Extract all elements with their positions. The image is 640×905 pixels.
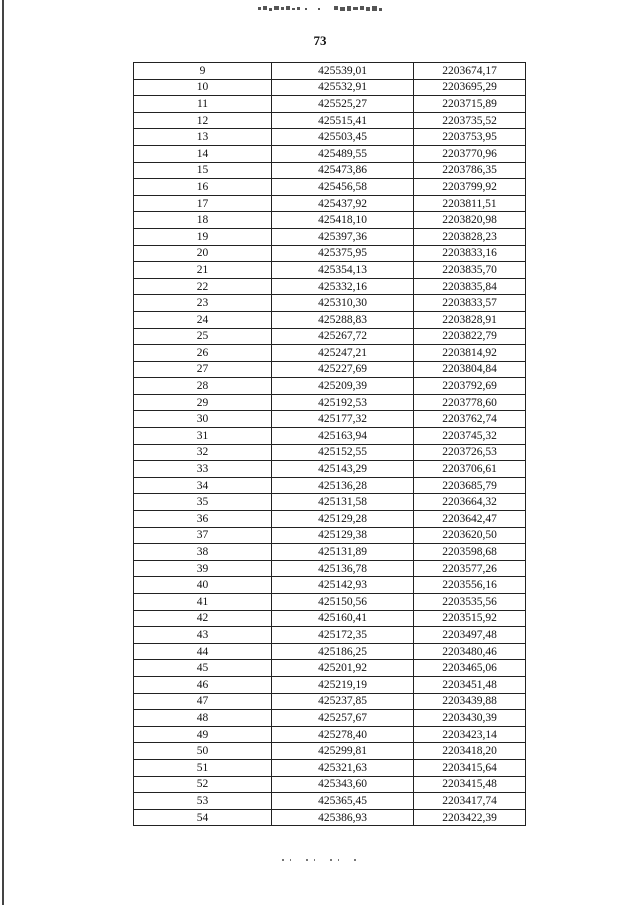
x-coordinate-cell: 425332,16 [272, 278, 414, 295]
table-row [134, 511, 526, 528]
table-row [134, 79, 526, 96]
table-row [134, 577, 526, 594]
point-number-cell: 51 [134, 759, 272, 776]
x-coordinate-cell: 425437,92 [272, 195, 414, 212]
x-coordinate-cell: 425503,45 [272, 129, 414, 146]
point-number-cell: 44 [134, 643, 272, 660]
point-number-cell: 12 [134, 112, 272, 129]
y-coordinate-cell: 2203811,51 [414, 195, 526, 212]
page-number: 73 [313, 33, 327, 48]
point-number-cell: 42 [134, 610, 272, 627]
x-coordinate-cell: 425131,89 [272, 544, 414, 561]
y-coordinate-cell: 2203770,96 [414, 145, 526, 162]
x-coordinate-cell: 425489,55 [272, 145, 414, 162]
y-coordinate-cell: 2203735,52 [414, 112, 526, 129]
table-row [134, 544, 526, 561]
point-number-cell: 46 [134, 676, 272, 693]
x-coordinate-cell: 425354,13 [272, 262, 414, 279]
x-coordinate-cell: 425375,95 [272, 245, 414, 262]
y-coordinate-cell: 2203753,95 [414, 129, 526, 146]
x-coordinate-cell: 425129,38 [272, 527, 414, 544]
x-coordinate-cell: 425278,40 [272, 726, 414, 743]
point-number-cell: 40 [134, 577, 272, 594]
x-coordinate-cell: 425456,58 [272, 179, 414, 196]
y-coordinate-cell: 2203745,32 [414, 428, 526, 445]
point-number-cell: 20 [134, 245, 272, 262]
y-coordinate-cell: 2203828,23 [414, 228, 526, 245]
table-row [134, 96, 526, 113]
point-number-cell: 17 [134, 195, 272, 212]
y-coordinate-cell: 2203642,47 [414, 511, 526, 528]
point-number-cell: 52 [134, 776, 272, 793]
y-coordinate-cell: 2203451,48 [414, 676, 526, 693]
point-number-cell: 43 [134, 627, 272, 644]
point-number-cell: 25 [134, 328, 272, 345]
y-coordinate-cell: 2203814,92 [414, 345, 526, 362]
table-row [134, 378, 526, 395]
point-number-cell: 21 [134, 262, 272, 279]
table-row [134, 693, 526, 710]
x-coordinate-cell: 425525,27 [272, 96, 414, 113]
y-coordinate-cell: 2203706,61 [414, 461, 526, 478]
x-coordinate-cell: 425186,25 [272, 643, 414, 660]
y-coordinate-cell: 2203778,60 [414, 394, 526, 411]
table-row [134, 228, 526, 245]
x-coordinate-cell: 425227,69 [272, 361, 414, 378]
left-margin-rule [2, 0, 4, 905]
y-coordinate-cell: 2203415,48 [414, 776, 526, 793]
table-row [134, 179, 526, 196]
table-row [134, 809, 526, 826]
table-row [134, 726, 526, 743]
table-row [134, 676, 526, 693]
y-coordinate-cell: 2203762,74 [414, 411, 526, 428]
point-number-cell: 24 [134, 311, 272, 328]
point-number-cell: 28 [134, 378, 272, 395]
table-row [134, 643, 526, 660]
table-row [134, 145, 526, 162]
x-coordinate-cell: 425136,28 [272, 477, 414, 494]
point-number-cell: 31 [134, 428, 272, 445]
table-row [134, 262, 526, 279]
x-coordinate-cell: 425136,78 [272, 560, 414, 577]
y-coordinate-cell: 2203515,92 [414, 610, 526, 627]
x-coordinate-cell: 425129,28 [272, 511, 414, 528]
y-coordinate-cell: 2203820,98 [414, 212, 526, 229]
x-coordinate-cell: 425150,56 [272, 594, 414, 611]
table-row [134, 394, 526, 411]
point-number-cell: 49 [134, 726, 272, 743]
y-coordinate-cell: 2203598,68 [414, 544, 526, 561]
x-coordinate-cell: 425386,93 [272, 809, 414, 826]
point-number-cell: 37 [134, 527, 272, 544]
x-coordinate-cell: 425152,55 [272, 444, 414, 461]
point-number-cell: 30 [134, 411, 272, 428]
table-row [134, 311, 526, 328]
x-coordinate-cell: 425299,81 [272, 743, 414, 760]
x-coordinate-cell: 425267,72 [272, 328, 414, 345]
y-coordinate-cell: 2203685,79 [414, 477, 526, 494]
y-coordinate-cell: 2203535,56 [414, 594, 526, 611]
y-coordinate-cell: 2203786,35 [414, 162, 526, 179]
x-coordinate-cell: 425201,92 [272, 660, 414, 677]
point-number-cell: 53 [134, 793, 272, 810]
table-row [134, 411, 526, 428]
x-coordinate-cell: 425219,19 [272, 676, 414, 693]
point-number-cell: 29 [134, 394, 272, 411]
y-coordinate-cell: 2203577,26 [414, 560, 526, 577]
point-number-cell: 33 [134, 461, 272, 478]
table-row [134, 444, 526, 461]
x-coordinate-cell: 425131,58 [272, 494, 414, 511]
x-coordinate-cell: 425532,91 [272, 79, 414, 96]
x-coordinate-cell: 425539,01 [272, 63, 414, 80]
point-number-cell: 19 [134, 228, 272, 245]
x-coordinate-cell: 425321,63 [272, 759, 414, 776]
y-coordinate-cell: 2203417,74 [414, 793, 526, 810]
y-coordinate-cell: 2203422,39 [414, 809, 526, 826]
x-coordinate-cell: 425172,35 [272, 627, 414, 644]
y-coordinate-cell: 2203674,17 [414, 63, 526, 80]
x-coordinate-cell: 425365,45 [272, 793, 414, 810]
x-coordinate-cell: 425473,86 [272, 162, 414, 179]
x-coordinate-cell: 425237,85 [272, 693, 414, 710]
table-row [134, 461, 526, 478]
x-coordinate-cell: 425397,36 [272, 228, 414, 245]
point-number-cell: 38 [134, 544, 272, 561]
table-row [134, 328, 526, 345]
point-number-cell: 45 [134, 660, 272, 677]
table-row [134, 560, 526, 577]
x-coordinate-cell: 425288,83 [272, 311, 414, 328]
table-row [134, 162, 526, 179]
y-coordinate-cell: 2203695,29 [414, 79, 526, 96]
y-coordinate-cell: 2203833,57 [414, 295, 526, 312]
y-coordinate-cell: 2203418,20 [414, 743, 526, 760]
table-row [134, 793, 526, 810]
point-number-cell: 27 [134, 361, 272, 378]
table-row [134, 112, 526, 129]
y-coordinate-cell: 2203822,79 [414, 328, 526, 345]
coordinates-table-body [134, 63, 526, 826]
point-number-cell: 54 [134, 809, 272, 826]
y-coordinate-cell: 2203480,46 [414, 643, 526, 660]
y-coordinate-cell: 2203439,88 [414, 693, 526, 710]
table-row [134, 660, 526, 677]
point-number-cell: 13 [134, 129, 272, 146]
y-coordinate-cell: 2203715,89 [414, 96, 526, 113]
x-coordinate-cell: 425343,60 [272, 776, 414, 793]
point-number-cell: 47 [134, 693, 272, 710]
table-row [134, 527, 526, 544]
table-row [134, 759, 526, 776]
point-number-cell: 36 [134, 511, 272, 528]
table-row [134, 129, 526, 146]
table-row [134, 610, 526, 627]
x-coordinate-cell: 425177,32 [272, 411, 414, 428]
point-number-cell: 15 [134, 162, 272, 179]
table-row [134, 627, 526, 644]
y-coordinate-cell: 2203497,48 [414, 627, 526, 644]
x-coordinate-cell: 425515,41 [272, 112, 414, 129]
y-coordinate-cell: 2203835,84 [414, 278, 526, 295]
table-row [134, 710, 526, 727]
point-number-cell: 32 [134, 444, 272, 461]
table-row [134, 361, 526, 378]
y-coordinate-cell: 2203828,91 [414, 311, 526, 328]
x-coordinate-cell: 425160,41 [272, 610, 414, 627]
y-coordinate-cell: 2203415,64 [414, 759, 526, 776]
x-coordinate-cell: 425247,21 [272, 345, 414, 362]
y-coordinate-cell: 2203556,16 [414, 577, 526, 594]
table-row [134, 594, 526, 611]
table-row [134, 245, 526, 262]
x-coordinate-cell: 425163,94 [272, 428, 414, 445]
y-coordinate-cell: 2203423,14 [414, 726, 526, 743]
table-row [134, 295, 526, 312]
table-row [134, 212, 526, 229]
x-coordinate-cell: 425142,93 [272, 577, 414, 594]
y-coordinate-cell: 2203726,53 [414, 444, 526, 461]
point-number-cell: 39 [134, 560, 272, 577]
point-number-cell: 18 [134, 212, 272, 229]
y-coordinate-cell: 2203792,69 [414, 378, 526, 395]
point-number-cell: 34 [134, 477, 272, 494]
header-scribble [0, 2, 640, 16]
table-row [134, 494, 526, 511]
table-row [134, 63, 526, 80]
y-coordinate-cell: 2203804,84 [414, 361, 526, 378]
y-coordinate-cell: 2203465,06 [414, 660, 526, 677]
point-number-cell: 35 [134, 494, 272, 511]
y-coordinate-cell: 2203664,32 [414, 494, 526, 511]
point-number-cell: 11 [134, 96, 272, 113]
y-coordinate-cell: 2203799,92 [414, 179, 526, 196]
table-row [134, 278, 526, 295]
y-coordinate-cell: 2203620,50 [414, 527, 526, 544]
x-coordinate-cell: 425418,10 [272, 212, 414, 229]
table-row [134, 345, 526, 362]
table-row [134, 195, 526, 212]
y-coordinate-cell: 2203833,16 [414, 245, 526, 262]
table-row [134, 743, 526, 760]
x-coordinate-cell: 425257,67 [272, 710, 414, 727]
table-row [134, 477, 526, 494]
point-number-cell: 41 [134, 594, 272, 611]
point-number-cell: 26 [134, 345, 272, 362]
table-row [134, 776, 526, 793]
x-coordinate-cell: 425310,30 [272, 295, 414, 312]
point-number-cell: 22 [134, 278, 272, 295]
point-number-cell: 10 [134, 79, 272, 96]
x-coordinate-cell: 425209,39 [272, 378, 414, 395]
point-number-cell: 50 [134, 743, 272, 760]
y-coordinate-cell: 2203835,70 [414, 262, 526, 279]
point-number-cell: 48 [134, 710, 272, 727]
y-coordinate-cell: 2203430,39 [414, 710, 526, 727]
point-number-cell: 9 [134, 63, 272, 80]
point-number-cell: 16 [134, 179, 272, 196]
footer-marks [0, 855, 640, 865]
coordinates-table [133, 62, 526, 826]
x-coordinate-cell: 425143,29 [272, 461, 414, 478]
x-coordinate-cell: 425192,53 [272, 394, 414, 411]
point-number-cell: 23 [134, 295, 272, 312]
table-row [134, 428, 526, 445]
point-number-cell: 14 [134, 145, 272, 162]
